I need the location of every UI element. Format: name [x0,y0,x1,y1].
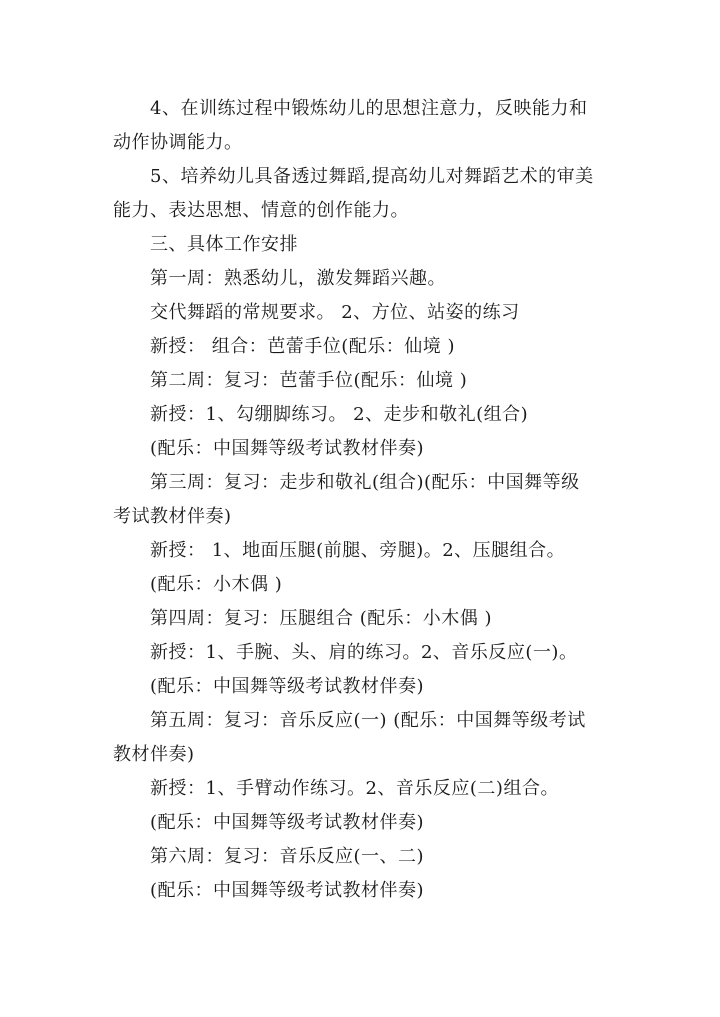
text-line: 第三周：复习：走步和敬礼(组合)(配乐：中国舞等级 [150,472,580,493]
text-line: 第一周：熟悉幼儿，激发舞蹈兴趣。 [150,268,446,289]
document-body [113,92,613,908]
text-line: 三、具体工作安排 [150,234,298,255]
text-line: 新授：1、手臂动作练习。2、音乐反应(二)组合。 [150,778,559,799]
text-line: 动作协调能力。 [113,132,243,153]
text-line: 第五周：复习：音乐反应(一) (配乐：中国舞等级考试 [150,710,586,731]
text-line: (配乐：中国舞等级考试教材伴奏) [150,438,425,459]
text-line: 5、培养幼儿具备透过舞蹈,提高幼儿对舞蹈艺术的审美 [150,166,594,187]
text-line: 第六周：复习：音乐反应(一、二) [150,846,425,867]
text-line: (配乐：小木偶 ) [150,574,283,595]
text-line: 新授：1、勾绷脚练习。 2、走步和敬礼(组合) [150,404,529,425]
text-line: 能力、表达思想、情意的创作能力。 [113,200,409,221]
text-line: 教材伴奏) [113,744,195,765]
text-line: 交代舞蹈的常规要求。 2、方位、站姿的练习 [150,302,520,323]
text-line: 新授：1、手腕、头、肩的练习。2、音乐反应(一)。 [150,642,578,663]
text-line: 考试教材伴奏) [113,506,232,527]
text-line: 4、在训练过程中锻炼幼儿的思想注意力，反映能力和 [150,98,588,119]
text-line: (配乐：中国舞等级考试教材伴奏) [150,676,425,697]
text-line: 新授： 1、地面压腿(前腿、旁腿)。2、压腿组合。 [150,540,566,561]
text-line: (配乐：中国舞等级考试教材伴奏) [150,880,425,901]
text-line: (配乐：中国舞等级考试教材伴奏) [150,812,425,833]
text-line: 第二周：复习：芭蕾手位(配乐：仙境 ) [150,370,468,391]
text-line: 新授： 组合：芭蕾手位(配乐：仙境 ) [150,336,455,357]
text-line: 第四周：复习：压腿组合 (配乐：小木偶 ) [150,608,492,629]
